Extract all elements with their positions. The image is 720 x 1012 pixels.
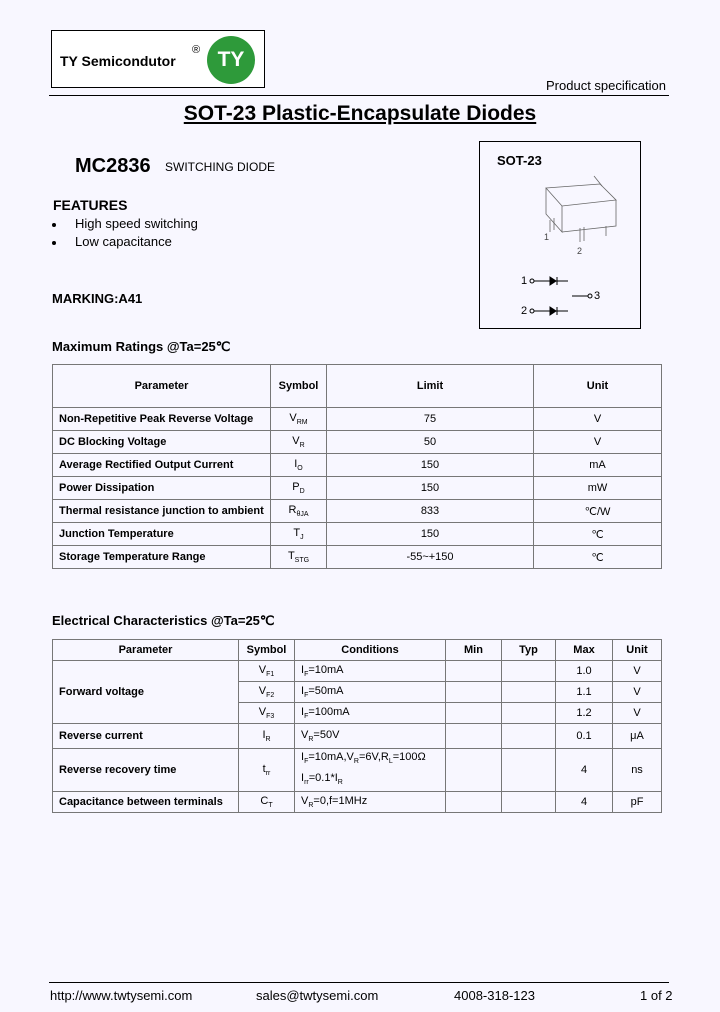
table-row: [53, 661, 662, 682]
param-cell: Reverse recovery time: [53, 749, 239, 792]
max-cell: 4: [556, 749, 613, 792]
max-cell: 1.2: [556, 703, 613, 724]
table-row: [53, 431, 662, 454]
unit-cell: pF: [613, 792, 662, 813]
limit-cell: -55~+150: [327, 546, 534, 569]
header-unit: Unit: [534, 365, 662, 408]
table-row: [53, 477, 662, 500]
limit-cell: 50: [327, 431, 534, 454]
min-cell: [446, 661, 502, 682]
param-cell: Storage Temperature Range: [53, 546, 271, 569]
symbol-cell: $T_{STG}$: [271, 546, 327, 569]
header-limit: Limit: [327, 365, 534, 408]
condition-cell: $I_F=10mA,V_R=6V,R_L=100\Omega$ $I_{rr}=0.1*I_R$: [295, 749, 446, 792]
part-type: SWITCHING DIODE: [165, 160, 275, 174]
features-heading: FEATURES: [53, 197, 128, 213]
header-min: Min: [446, 640, 502, 661]
param-cell: DC Blocking Voltage: [53, 431, 271, 454]
bullet-icon: [52, 241, 56, 245]
footer-email[interactable]: sales@twtysemi.com: [256, 988, 379, 1003]
max-ratings-table: [52, 364, 662, 569]
param-cell: Non-Repetitive Peak Reverse Voltage: [53, 408, 271, 431]
schematic-pin-3: 3: [594, 290, 601, 302]
typ-cell: [502, 724, 556, 749]
diode-schematic-icon: [530, 277, 592, 315]
company-name: TY Semicondutor: [60, 53, 176, 69]
limit-cell: 833: [327, 500, 534, 523]
document-title: SOT-23 Plastic-Encapsulate Diodes: [183, 102, 537, 125]
typ-cell: [502, 792, 556, 813]
schematic-pin-1: 1: [521, 275, 528, 287]
company-logo-icon: TY: [207, 36, 255, 84]
header-parameter: Parameter: [53, 365, 271, 408]
unit-cell: V: [613, 682, 662, 703]
table-row: [53, 523, 662, 546]
min-cell: [446, 703, 502, 724]
header-max: Max: [556, 640, 613, 661]
table-row: [53, 792, 662, 813]
symbol-cell: $V_{F2}$: [239, 682, 295, 703]
header-parameter: Parameter: [53, 640, 239, 661]
typ-cell: [502, 749, 556, 792]
unit-cell: V: [613, 661, 662, 682]
unit-cell: mW: [534, 477, 662, 500]
header-symbol: Symbol: [271, 365, 327, 408]
table-row: [53, 408, 662, 431]
bullet-icon: [52, 223, 56, 227]
registered-mark: ®: [192, 44, 201, 56]
product-spec-label: Product specification: [546, 78, 666, 93]
unit-cell: ns: [613, 749, 662, 792]
symbol-cell: $I_R$: [239, 724, 295, 749]
unit-cell: ℃/W: [534, 500, 662, 523]
marking-code: MARKING:A41: [52, 291, 143, 306]
unit-cell: mA: [534, 454, 662, 477]
min-cell: [446, 682, 502, 703]
symbol-cell: $V_{F3}$: [239, 703, 295, 724]
table-header-row: [53, 365, 662, 408]
symbol-cell: $P_D$: [271, 477, 327, 500]
limit-cell: 150: [327, 523, 534, 546]
max-ratings-title: Maximum Ratings @Ta=25℃: [52, 339, 231, 354]
table-row: [53, 500, 662, 523]
unit-cell: V: [613, 703, 662, 724]
header-unit: Unit: [613, 640, 662, 661]
header-conditions: Conditions: [295, 640, 446, 661]
unit-cell: ℃: [534, 523, 662, 546]
package-label: SOT-23: [497, 153, 542, 168]
param-cell: Capacitance between terminals: [53, 792, 239, 813]
param-cell: Power Dissipation: [53, 477, 271, 500]
max-cell: 4: [556, 792, 613, 813]
feature-item: Low capacitance: [52, 234, 172, 249]
min-cell: [446, 724, 502, 749]
symbol-cell: $V_{RM}$: [271, 408, 327, 431]
param-cell: Average Rectified Output Current: [53, 454, 271, 477]
table-header-row: [53, 640, 662, 661]
table-row: [53, 546, 662, 569]
condition-cell: $V_R=50V$: [295, 724, 446, 749]
max-cell: 1.1: [556, 682, 613, 703]
limit-cell: 75: [327, 408, 534, 431]
header-typ: Typ: [502, 640, 556, 661]
part-number: MC2836: [75, 155, 151, 177]
symbol-cell: $T_J$: [271, 523, 327, 546]
condition-cell: $I_F=100mA$: [295, 703, 446, 724]
elec-char-title: Electrical Characteristics @Ta=25℃: [52, 613, 275, 628]
symbol-cell: $I_O$: [271, 454, 327, 477]
sot23-outline-icon: [546, 176, 616, 242]
feature-item: High speed switching: [52, 216, 198, 231]
condition-cell: $I_F=50mA$: [295, 682, 446, 703]
condition-cell: $V_R=0,f=1MHz$: [295, 792, 446, 813]
unit-cell: ℃: [534, 546, 662, 569]
symbol-cell: $R_{\theta JA}$: [271, 500, 327, 523]
unit-cell: μA: [613, 724, 662, 749]
unit-cell: V: [534, 431, 662, 454]
symbol-cell: $C_T$: [239, 792, 295, 813]
unit-cell: V: [534, 408, 662, 431]
footer-url[interactable]: http://www.twtysemi.com: [50, 988, 193, 1003]
pin-2-label: 2: [577, 246, 583, 256]
symbol-cell: $t_{rr}$: [239, 749, 295, 792]
pin-1-label: 1: [544, 232, 550, 242]
typ-cell: [502, 703, 556, 724]
elec-char-table: [52, 639, 662, 813]
min-cell: [446, 749, 502, 792]
page-number: 1 of 2: [640, 988, 673, 1003]
param-cell: Junction Temperature: [53, 523, 271, 546]
schematic-pin-2: 2: [521, 305, 528, 317]
package-drawing: [480, 170, 640, 325]
table-row: [53, 749, 662, 792]
header-divider: [49, 95, 669, 96]
param-cell: Reverse current: [53, 724, 239, 749]
min-cell: [446, 792, 502, 813]
param-cell: Thermal resistance junction to ambient: [53, 500, 271, 523]
limit-cell: 150: [327, 454, 534, 477]
max-cell: 1.0: [556, 661, 613, 682]
footer-phone: 4008-318-123: [454, 988, 535, 1003]
typ-cell: [502, 682, 556, 703]
limit-cell: 150: [327, 477, 534, 500]
max-cell: 0.1: [556, 724, 613, 749]
param-cell: Forward voltage: [53, 661, 239, 724]
footer-divider: [49, 982, 669, 983]
symbol-cell: $V_R$: [271, 431, 327, 454]
symbol-cell: $V_{F1}$: [239, 661, 295, 682]
table-row: [53, 724, 662, 749]
typ-cell: [502, 661, 556, 682]
condition-cell: $I_F=10mA$: [295, 661, 446, 682]
header-symbol: Symbol: [239, 640, 295, 661]
table-row: [53, 454, 662, 477]
